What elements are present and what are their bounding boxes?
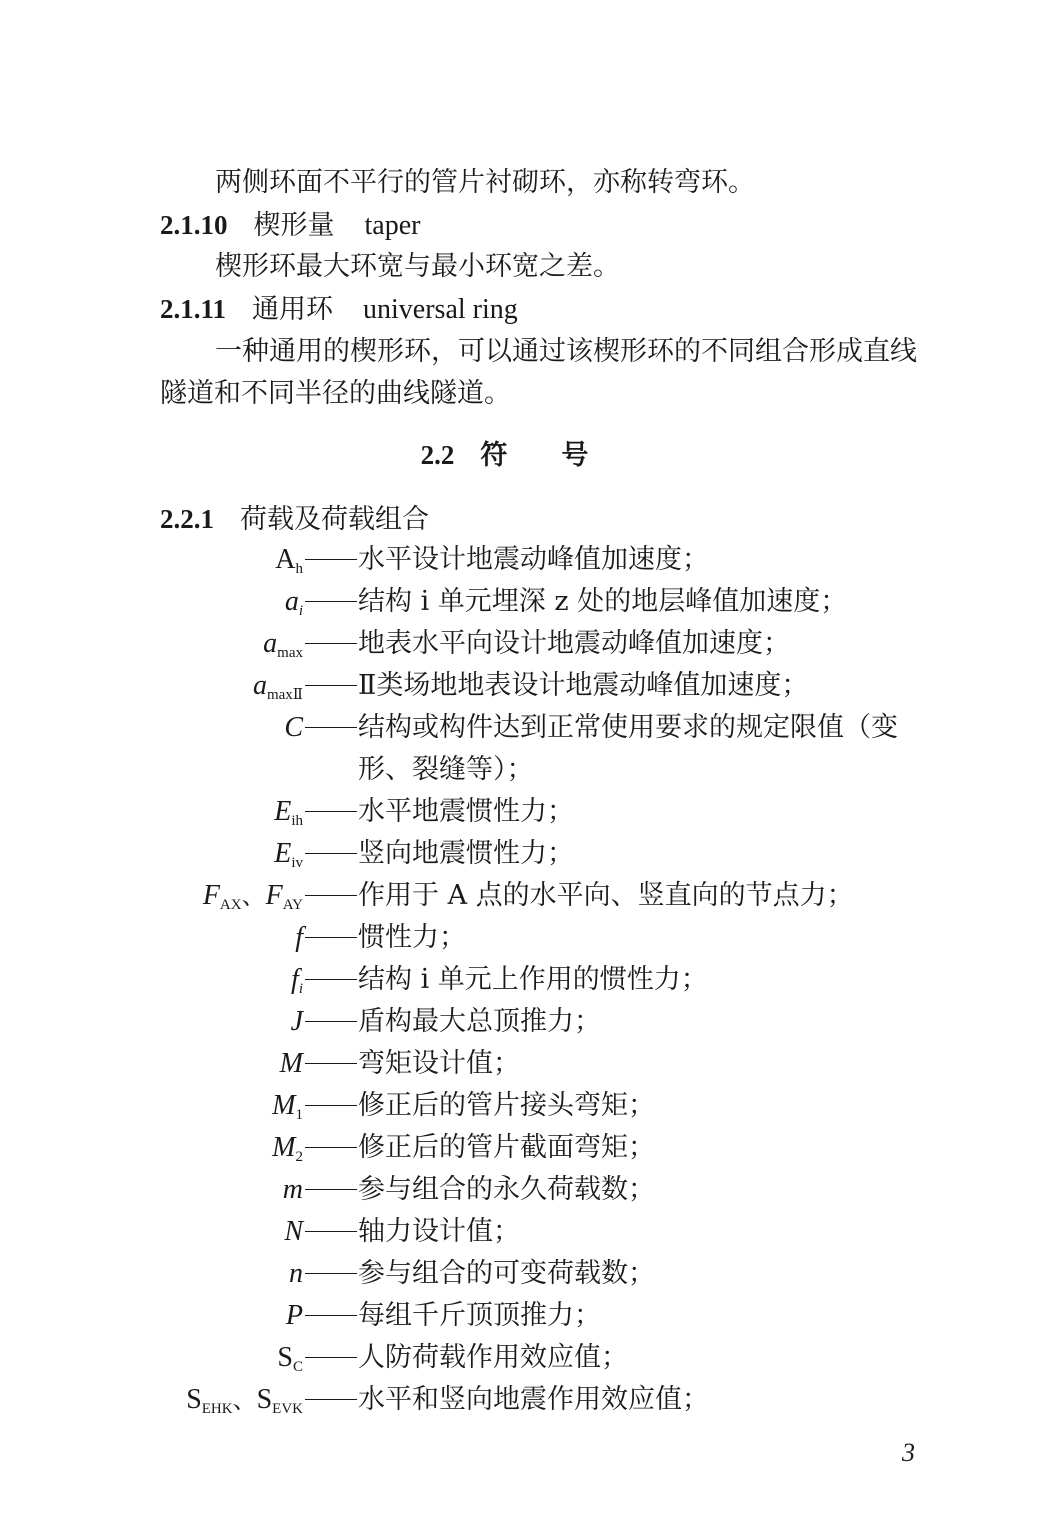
clause-2-1-10-definition: 楔形环最大环宽与最小环宽之差。 (215, 251, 620, 282)
em-dash (305, 1273, 357, 1274)
em-dash (305, 1063, 357, 1064)
symbol: M (279, 1048, 303, 1079)
em-dash (305, 1105, 357, 1106)
symbol-description: 地表水平向设计地震动峰值加速度； (358, 628, 790, 659)
em-dash (305, 811, 357, 812)
symbol-row (0, 918, 1063, 958)
em-dash (305, 601, 357, 602)
symbol: J (290, 1006, 303, 1037)
symbol-description: 水平设计地震动峰值加速度； (358, 544, 709, 575)
symbol: C (284, 712, 303, 743)
symbol-description: 人防荷载作用效应值； (358, 1342, 628, 1373)
symbol: m (282, 1174, 303, 1205)
symbol-row (0, 1044, 1063, 1084)
em-dash (305, 643, 357, 644)
symbol-description: 结构 i 单元上作用的惯性力； (358, 964, 708, 995)
symbol-row (0, 1002, 1063, 1042)
symbol-description: 参与组合的永久荷载数； (358, 1174, 655, 1205)
symbol: $F_{AX}$、$F_{AY}$ (202, 880, 303, 913)
clause-number: 2.1.10 (160, 210, 228, 240)
symbol: f (295, 922, 303, 953)
symbol-description: 每组千斤顶顶推力； (358, 1300, 601, 1331)
symbol-row (0, 792, 1063, 832)
symbol: $E_{ih}$ (274, 796, 303, 829)
symbol-row (0, 1212, 1063, 1252)
em-dash (305, 1357, 357, 1358)
symbol-row (0, 1254, 1063, 1294)
em-dash (305, 979, 357, 980)
clause-number: 2.1.11 (160, 294, 227, 324)
em-dash (305, 1189, 357, 1190)
symbol-description: 结构 i 单元埋深 z 处的地层峰值加速度； (358, 586, 848, 617)
symbol-description: 修正后的管片接头弯矩； (358, 1090, 655, 1121)
symbol: P (285, 1300, 303, 1331)
symbol-row (0, 1086, 1063, 1126)
em-dash (305, 685, 357, 686)
symbol: $a_{maxⅡ}$ (252, 670, 303, 703)
em-dash (305, 727, 357, 728)
symbol-description: 竖向地震惯性力； (358, 838, 574, 869)
clause-2-2-1-heading (160, 502, 429, 537)
section-number: 2.2 (420, 440, 455, 470)
symbol: $M_1$ (272, 1090, 303, 1123)
symbol-description: 弯矩设计值； (358, 1048, 520, 1079)
clause-2-1-11-heading (160, 292, 518, 327)
symbol-row (0, 540, 1063, 580)
term-english: taper (364, 210, 421, 241)
symbol-description: 水平和竖向地震作用效应值； (358, 1384, 709, 1415)
symbol-description: 盾构最大总顶推力； (358, 1006, 601, 1037)
em-dash (305, 895, 357, 896)
symbol-row (0, 1296, 1063, 1336)
symbol-row (0, 876, 1063, 916)
symbol-description-continuation: 形、裂缝等）； (358, 754, 534, 785)
symbol: $f_i$ (291, 964, 303, 997)
symbol-row (0, 834, 1063, 874)
paragraph-continuation: 两侧环面不平行的管片衬砌环，亦称转弯环。 (215, 167, 755, 198)
em-dash (305, 853, 357, 854)
section-heading (0, 438, 1063, 473)
symbol: $E_{iv}$ (274, 838, 303, 871)
symbol: N (284, 1216, 303, 1247)
clause-number: 2.2.1 (160, 504, 214, 534)
em-dash (305, 559, 357, 560)
symbol-row (0, 624, 1063, 664)
symbol-row (0, 1338, 1063, 1378)
symbol: $S_{EHK}$、$S_{EVK}$ (186, 1384, 303, 1417)
symbol-description: Ⅱ类场地地表设计地震动峰值加速度； (358, 670, 809, 701)
symbol-row (0, 1380, 1063, 1420)
em-dash (305, 1021, 357, 1022)
symbol-description: 修正后的管片截面弯矩； (358, 1132, 655, 1163)
symbol: $M_2$ (272, 1132, 303, 1165)
symbol-description: 结构或构件达到正常使用要求的规定限值（变 (358, 712, 898, 743)
em-dash (305, 1147, 357, 1148)
clause-2-1-10-heading (160, 208, 420, 243)
page-number: 3 (902, 1438, 915, 1467)
section-title: 符号 (480, 440, 643, 471)
clause-title: 荷载及荷载组合 (240, 504, 429, 535)
em-dash (305, 1315, 357, 1316)
symbol-description: 轴力设计值； (358, 1216, 520, 1247)
symbol-description: 水平地震惯性力； (358, 796, 574, 827)
symbol-row (0, 960, 1063, 1000)
symbol: $A_h$ (275, 544, 303, 577)
term-chinese: 通用环 (252, 294, 334, 325)
symbol-description: 惯性力； (358, 922, 466, 953)
em-dash (305, 937, 357, 938)
symbol: $S_C$ (277, 1342, 303, 1375)
symbol-row (0, 582, 1063, 622)
term-english: universal ring (363, 294, 518, 325)
term-chinese: 楔形量 (253, 210, 335, 241)
symbol-row (0, 666, 1063, 706)
em-dash (305, 1399, 357, 1400)
symbol-row (0, 1170, 1063, 1210)
symbol: $a_{max}$ (263, 628, 303, 661)
symbol: $a_i$ (284, 586, 303, 619)
symbol-row (0, 708, 1063, 748)
symbol-description: 参与组合的可变荷载数； (358, 1258, 655, 1289)
em-dash (305, 1231, 357, 1232)
symbol-row (0, 1128, 1063, 1168)
symbol: n (289, 1258, 303, 1289)
clause-2-1-11-definition-line2: 隧道和不同半径的曲线隧道。 (160, 378, 511, 409)
clause-2-1-11-definition-line1: 一种通用的楔形环，可以通过该楔形环的不同组合形成直线 (215, 336, 917, 367)
symbol-description: 作用于 A 点的水平向、竖直向的节点力； (358, 880, 854, 911)
